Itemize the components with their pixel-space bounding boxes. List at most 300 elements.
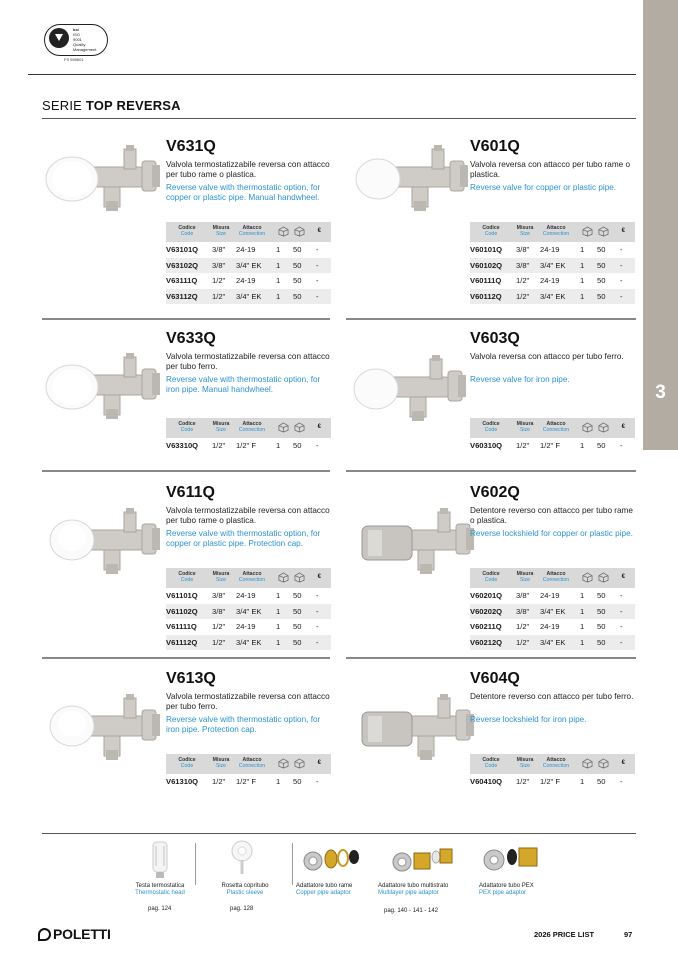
col-connection (538, 421, 574, 433)
table-row (470, 774, 635, 790)
col-code-label: Codice (482, 421, 500, 427)
product-table (166, 568, 331, 650)
product-table (470, 222, 635, 304)
size: 1/2" (212, 637, 226, 647)
table-row (166, 604, 331, 620)
col-size-label-en: Size (215, 763, 227, 769)
table-row (166, 588, 331, 604)
col-size-label-en: Size (519, 763, 531, 769)
section-name: TOP REVERSA (85, 98, 181, 113)
table-row (166, 242, 331, 258)
col-code-label: Codice (482, 571, 500, 577)
col-size (513, 421, 537, 433)
col-size-label: Misura (212, 225, 230, 231)
qty-box: 1 (580, 777, 585, 786)
qty-carton: 50 (293, 637, 302, 647)
col-size-label: Misura (212, 571, 230, 577)
product-code[interactable]: V61112Q (166, 637, 198, 647)
col-connection (234, 571, 270, 583)
col-price: € (621, 228, 625, 234)
product-code[interactable]: V63111Q (166, 276, 198, 285)
col-size-label: Misura (212, 421, 230, 427)
accessory-label-en: Plastic sleeve (226, 890, 264, 896)
product-code[interactable]: V60101Q (470, 245, 503, 254)
product-table (470, 418, 635, 454)
col-connection (538, 757, 574, 769)
cert-code: FS 559601 (64, 57, 84, 62)
page-number: 97 (624, 930, 633, 939)
price: - (620, 276, 623, 285)
product-description: Valvola termostatizzabile reversa con attacco per tubo ferro. (166, 352, 330, 371)
price: - (620, 291, 623, 301)
table-row (166, 635, 331, 651)
col-code (476, 421, 506, 433)
accessory-label: Rosetta copritubo (221, 883, 269, 889)
connection: 24-19 (236, 622, 256, 631)
product-description-en: Reverse valve with thermostatic option, for iron pipe. Manual handwheel. (166, 375, 321, 394)
table-row (470, 635, 635, 651)
product-code[interactable]: V63112Q (166, 291, 198, 301)
product-description: Valvola termostatizzabile reversa con attacco per tubo rame o plastica. (166, 506, 330, 525)
product-title: V602Q (470, 484, 520, 501)
product-code[interactable]: V60202Q (470, 606, 503, 616)
qty-carton: 50 (597, 622, 606, 631)
col-size-label-en: Size (519, 427, 531, 433)
section-prefix: SERIE (42, 98, 83, 113)
row-divider (42, 657, 330, 659)
cert-text: 9001 (73, 37, 82, 42)
accessory-page-ref[interactable]: pag. 140 - 141 - 142 (384, 908, 439, 914)
product-table (470, 754, 635, 790)
col-connection-label: Attacco (546, 757, 566, 763)
accessory-copper-adaptor[interactable] (296, 883, 376, 897)
accessory-separator (292, 843, 293, 885)
product-code[interactable]: V61102Q (166, 606, 198, 616)
qty-box: 1 (580, 291, 585, 301)
qty-box: 1 (276, 291, 281, 301)
price: - (316, 291, 319, 301)
product-table (166, 222, 331, 304)
connection: 3/4" EK (540, 260, 566, 270)
table-row (470, 604, 635, 620)
row-divider (346, 657, 636, 659)
valve-image (352, 145, 477, 220)
section-divider (42, 118, 636, 119)
qty-carton: 50 (597, 777, 606, 786)
product-code[interactable]: V60212Q (470, 637, 503, 647)
product-code[interactable]: V60211Q (470, 622, 502, 631)
accessory-label: Testa termostatica (135, 883, 185, 889)
connection: 3/4" EK (236, 606, 262, 616)
accessory-label-en: PEX pipe adaptor (479, 890, 527, 896)
connection: 3/4" EK (236, 291, 262, 301)
col-code-label-en: Code (484, 577, 498, 583)
qty-box: 1 (276, 276, 281, 285)
col-code-label: Codice (178, 571, 196, 577)
product-description-en: Reverse valve with thermostatic option, for iron pipe. Protection cap. (166, 715, 321, 734)
col-connection-label: Attacco (242, 571, 262, 577)
qty-box: 1 (276, 441, 281, 450)
copper-adaptor-image (303, 845, 363, 875)
qty-carton: 50 (293, 245, 302, 254)
qty-box: 1 (580, 245, 585, 254)
qty-box: 1 (276, 591, 281, 600)
table-row (166, 258, 331, 274)
product-code[interactable]: V60310Q (470, 441, 503, 450)
col-code-label: Codice (482, 757, 500, 763)
col-connection-label: Attacco (242, 225, 262, 231)
table-header (166, 418, 331, 438)
price: - (620, 777, 623, 786)
product-code[interactable]: V60112Q (470, 291, 502, 301)
accessory-separator (195, 843, 196, 885)
col-code-label-en: Code (484, 231, 498, 237)
col-code (476, 757, 506, 769)
product-description: Valvola reversa con attacco per tubo rame o plastica. (470, 160, 631, 179)
connection: 3/4" EK (540, 637, 566, 647)
product-code[interactable]: V63310Q (166, 441, 199, 450)
col-connection-label-en: Connection (238, 231, 266, 237)
size: 1/2" (212, 777, 226, 786)
qty-carton: 50 (597, 245, 606, 254)
product-description-en: Reverse valve with thermostatic option, for copper or plastic pipe. Protection cap. (166, 529, 321, 548)
qty-carton: 50 (597, 276, 606, 285)
connection: 3/4" EK (540, 606, 566, 616)
col-size-label: Misura (516, 225, 534, 231)
product-description: Valvola termostatizzabile reversa con attacco per tubo ferro. (166, 692, 330, 711)
brand-name: POLETTI (53, 926, 111, 942)
col-connection-label: Attacco (242, 421, 262, 427)
col-size-label-en: Size (215, 427, 227, 433)
bsi-kitemark-icon (49, 28, 69, 48)
size: 3/8" (212, 245, 226, 254)
accessory-label: Adattatore tubo rame (296, 883, 353, 889)
product-table (166, 754, 331, 790)
price: - (316, 245, 319, 254)
qty-carton: 50 (597, 260, 606, 270)
col-code (476, 571, 506, 583)
price: - (620, 606, 623, 616)
product-description-en: Reverse valve for iron pipe. (470, 375, 570, 384)
price: - (620, 245, 623, 254)
table-header (470, 418, 635, 438)
product-title: V613Q (166, 670, 216, 687)
col-connection (234, 225, 270, 237)
col-size-label-en: Size (215, 577, 227, 583)
size: 1/2" (212, 622, 226, 631)
row-divider (42, 318, 330, 320)
price: - (620, 637, 623, 647)
size: 3/8" (212, 606, 226, 616)
accessories-divider (42, 833, 636, 834)
connection: 24-19 (236, 245, 256, 254)
product-description-en: Reverse valve with thermostatic option, for copper or plastic pipe. Manual handwheel. (166, 183, 321, 202)
pex-adaptor-image (482, 843, 540, 873)
col-connection-label-en: Connection (542, 231, 570, 237)
qty-box: 1 (276, 245, 281, 254)
product-description: Valvola termostatizzabile reversa con attacco per tubo rame o plastica. (166, 160, 330, 179)
price: - (620, 622, 623, 631)
cert-text: ISO (73, 32, 80, 37)
col-size (513, 757, 537, 769)
valve-image (350, 355, 475, 430)
connection: 1/2" F (540, 441, 561, 450)
table-header (166, 222, 331, 242)
col-size (209, 571, 233, 583)
plastic-sleeve-image (230, 838, 258, 876)
col-price: € (317, 574, 321, 580)
price: - (620, 441, 623, 450)
price: - (620, 260, 623, 270)
col-size (513, 571, 537, 583)
connection: 1/2" F (540, 777, 561, 786)
col-price: € (621, 424, 625, 430)
connection: 24-19 (540, 591, 560, 600)
col-size-label-en: Size (519, 577, 531, 583)
col-code-label: Codice (178, 757, 196, 763)
col-code (172, 571, 202, 583)
connection: 24-19 (236, 591, 256, 600)
col-price: € (621, 760, 625, 766)
product-code[interactable]: V60111Q (470, 276, 502, 285)
size: 1/2" (212, 291, 226, 301)
qty-carton: 50 (293, 260, 302, 270)
price-list-label: 2026 PRICE LIST (534, 930, 595, 939)
connection: 3/4" EK (236, 260, 262, 270)
accessory-page-ref[interactable]: pag. 128 (230, 906, 254, 912)
col-connection-label-en: Connection (542, 763, 570, 769)
table-row (470, 273, 635, 289)
col-connection-label-en: Connection (238, 577, 266, 583)
cert-text: Management (73, 47, 97, 52)
qty-box: 1 (580, 606, 585, 616)
table-header (470, 222, 635, 242)
qty-box: 1 (276, 622, 281, 631)
valve-image (358, 694, 483, 769)
size: 1/2" (516, 637, 530, 647)
product-code[interactable]: V60102Q (470, 260, 503, 270)
size: 1/2" (516, 276, 530, 285)
certification-logo (44, 24, 108, 56)
size: 1/2" (516, 777, 530, 786)
price: - (316, 591, 319, 600)
valve-image (44, 353, 169, 428)
size: 3/8" (516, 606, 530, 616)
connection: 24-19 (540, 276, 560, 285)
connection: 24-19 (236, 276, 256, 285)
table-row (166, 273, 331, 289)
product-title: V633Q (166, 330, 216, 347)
accessory-plastic-sleeve[interactable] (210, 883, 280, 897)
connection: 3/4" EK (236, 637, 262, 647)
col-size (209, 421, 233, 433)
col-code-label: Codice (178, 225, 196, 231)
product-title: V631Q (166, 138, 216, 155)
table-row (166, 289, 331, 305)
qty-box: 1 (276, 260, 281, 270)
product-title: V601Q (470, 138, 520, 155)
price: - (316, 260, 319, 270)
col-connection (538, 571, 574, 583)
table-row (470, 258, 635, 274)
accessory-label-en: Multilayer pipe adaptor (378, 890, 439, 896)
product-title: V604Q (470, 670, 520, 687)
col-code (172, 421, 202, 433)
col-connection (234, 421, 270, 433)
qty-box: 1 (580, 622, 585, 631)
accessory-label-en: Copper pipe adaptor (296, 890, 351, 896)
col-connection-label-en: Connection (238, 427, 266, 433)
col-size-label: Misura (516, 757, 534, 763)
accessory-page-ref[interactable]: pag. 124 (148, 906, 172, 912)
col-connection-label: Attacco (546, 225, 566, 231)
col-code (476, 225, 506, 237)
table-header (166, 568, 331, 588)
table-header (470, 754, 635, 774)
col-price: € (621, 574, 625, 580)
price: - (316, 276, 319, 285)
product-title: V603Q (470, 330, 520, 347)
chapter-tab[interactable] (643, 0, 678, 450)
size: 1/2" (212, 276, 226, 285)
connection: 3/4" EK (540, 291, 566, 301)
section-title (42, 98, 181, 113)
table-row (470, 289, 635, 305)
table-row (470, 438, 635, 454)
col-size-label: Misura (516, 421, 534, 427)
accessory-thermostatic-head[interactable] (124, 883, 196, 897)
col-size (209, 225, 233, 237)
size: 3/8" (516, 245, 530, 254)
accessory-pex-adaptor[interactable] (479, 883, 559, 897)
header-divider (28, 74, 636, 75)
size: 1/2" (516, 291, 530, 301)
product-description-en: Reverse lockshield for iron pipe. (470, 715, 587, 724)
col-size-label: Misura (516, 571, 534, 577)
qty-carton: 50 (293, 441, 302, 450)
connection: 1/2" F (236, 441, 257, 450)
col-price: € (317, 760, 321, 766)
price: - (316, 441, 319, 450)
cert-text: Quality (73, 42, 86, 47)
col-code-label-en: Code (180, 763, 194, 769)
col-price: € (317, 424, 321, 430)
cert-text: bsi (73, 27, 79, 32)
qty-box: 1 (276, 777, 281, 786)
product-code[interactable]: V61310Q (166, 777, 199, 786)
qty-carton: 50 (293, 606, 302, 616)
product-code[interactable]: V61111Q (166, 622, 197, 631)
col-code-label: Codice (178, 421, 196, 427)
size: 1/2" (212, 441, 226, 450)
qty-box: 1 (276, 606, 281, 616)
accessory-label: Adattatore tubo multistrato (378, 883, 449, 889)
qty-carton: 50 (293, 291, 302, 301)
col-code-label-en: Code (180, 231, 194, 237)
table-row (470, 619, 635, 635)
connection: 24-19 (540, 245, 560, 254)
col-code-label-en: Code (180, 577, 194, 583)
size: 1/2" (516, 441, 530, 450)
col-connection-label-en: Connection (238, 763, 266, 769)
qty-box: 1 (580, 591, 585, 600)
qty-carton: 50 (293, 777, 302, 786)
col-size-label-en: Size (519, 231, 531, 237)
table-row (166, 438, 331, 454)
product-description-en: Reverse lockshield for copper or plastic pipe. (470, 529, 633, 538)
product-code[interactable]: V60201Q (470, 591, 503, 600)
qty-carton: 50 (597, 591, 606, 600)
qty-box: 1 (580, 276, 585, 285)
col-connection-label: Attacco (242, 757, 262, 763)
qty-box: 1 (580, 441, 585, 450)
col-connection (538, 225, 574, 237)
multilayer-adaptor-image (392, 845, 454, 875)
col-size-label: Misura (212, 757, 230, 763)
price: - (316, 606, 319, 616)
row-divider (346, 470, 636, 472)
col-code-label-en: Code (484, 427, 498, 433)
price: - (620, 591, 623, 600)
product-title: V611Q (166, 484, 215, 501)
col-connection-label-en: Connection (542, 577, 570, 583)
col-size (513, 225, 537, 237)
table-row (470, 242, 635, 258)
col-code (172, 757, 202, 769)
qty-carton: 50 (597, 441, 606, 450)
product-description-en: Reverse valve for copper or plastic pipe. (470, 183, 617, 192)
product-code[interactable]: V61101Q (166, 591, 198, 600)
size: 3/8" (516, 260, 530, 270)
product-code[interactable]: V63102Q (166, 260, 199, 270)
col-connection-label: Attacco (546, 421, 566, 427)
table-row (166, 774, 331, 790)
qty-box: 1 (276, 637, 281, 647)
qty-carton: 50 (597, 606, 606, 616)
product-code[interactable]: V63101Q (166, 245, 199, 254)
poletti-logo-icon (38, 928, 51, 941)
valve-image (44, 508, 169, 583)
col-code-label-en: Code (484, 763, 498, 769)
col-code-label: Codice (482, 225, 500, 231)
table-header (470, 568, 635, 588)
qty-carton: 50 (293, 276, 302, 285)
thermostatic-head-image (147, 840, 173, 880)
accessory-label: Adattatore tubo PEX (479, 883, 534, 889)
price: - (316, 777, 319, 786)
row-divider (42, 470, 330, 472)
valve-image (358, 508, 483, 583)
connection: 24-19 (540, 622, 560, 631)
accessory-multilayer-adaptor[interactable] (378, 883, 468, 897)
price: - (316, 637, 319, 647)
valve-image (44, 694, 169, 769)
brand-logo (38, 926, 111, 942)
qty-carton: 50 (597, 291, 606, 301)
col-size (209, 757, 233, 769)
valve-image (44, 145, 169, 220)
product-code[interactable]: V60410Q (470, 777, 503, 786)
price: - (316, 622, 319, 631)
size: 1/2" (516, 622, 530, 631)
size: 3/8" (212, 591, 226, 600)
qty-carton: 50 (293, 591, 302, 600)
table-row (470, 588, 635, 604)
product-description: Detentore reverso con attacco per tubo rame o plastica. (470, 506, 633, 525)
product-table (470, 568, 635, 650)
row-divider (346, 318, 636, 320)
connection: 1/2" F (236, 777, 257, 786)
